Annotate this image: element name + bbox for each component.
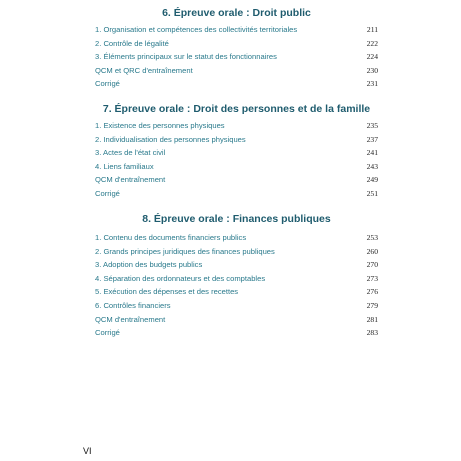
toc-section-finances-publiques — [95, 213, 378, 342]
entry-label: 1. Existence des personnes physiques — [95, 121, 225, 130]
entry-label: 3. Éléments principaux sur le statut des fonctionnaires — [95, 52, 277, 62]
toc-entry[interactable] — [95, 233, 378, 247]
entry-page: 237 — [366, 134, 378, 144]
entry-page: 281 — [366, 314, 378, 324]
toc-entry[interactable] — [95, 247, 378, 261]
toc-entry[interactable] — [95, 52, 378, 66]
entry-label: 1. Contenu des documents financiers publics — [95, 233, 247, 242]
entry-page: 211 — [366, 25, 378, 34]
toc-entry[interactable] — [95, 25, 378, 39]
toc-entry[interactable] — [95, 135, 378, 149]
entry-label: QCM d'entraînement — [95, 314, 166, 324]
entry-page: 235 — [366, 121, 378, 130]
toc-entry[interactable] — [95, 121, 378, 135]
entry-label: 2. Grands principes juridiques des finances publiques — [95, 246, 275, 256]
entry-page: 253 — [366, 233, 378, 242]
toc-entry[interactable] — [95, 301, 378, 315]
entry-label: 3. Adoption des budgets publics — [95, 260, 203, 270]
entry-label: QCM et QRC d'entraînement — [95, 65, 193, 75]
toc-entry[interactable] — [95, 287, 378, 301]
entry-label: Corrigé — [95, 328, 120, 338]
page-folio: VI — [83, 446, 92, 456]
toc-entry[interactable] — [95, 315, 378, 329]
toc-entry[interactable] — [95, 79, 378, 93]
toc-entry[interactable] — [95, 148, 378, 162]
entry-page: 249 — [366, 175, 378, 185]
entry-page: 283 — [366, 328, 378, 338]
entry-page: 276 — [366, 287, 378, 297]
entry-label: 4. Séparation des ordonnateurs et des comptables — [95, 273, 266, 283]
entry-page: 224 — [366, 52, 378, 62]
toc-entry[interactable] — [95, 189, 378, 203]
section-title: 6. Épreuve orale : Droit public — [162, 7, 311, 19]
toc-entry[interactable] — [95, 39, 378, 53]
toc-section-droit-personnes — [95, 103, 378, 203]
toc-entry[interactable] — [95, 274, 378, 288]
entry-page: 273 — [366, 273, 378, 283]
entry-label: 6. Contrôles financiers — [95, 300, 171, 310]
entry-page: 241 — [366, 148, 378, 158]
entry-label: Corrigé — [95, 79, 120, 89]
toc-entry[interactable] — [95, 162, 378, 176]
entry-page: 222 — [366, 38, 378, 48]
toc-entry[interactable] — [95, 260, 378, 274]
entry-page: 260 — [366, 246, 378, 256]
entry-page: 270 — [366, 260, 378, 270]
toc-entry[interactable] — [95, 175, 378, 189]
entry-label: 2. Individualisation des personnes physiques — [95, 134, 246, 144]
section-title: 7. Épreuve orale : Droit des personnes et de la famille — [102, 103, 371, 115]
entry-label: 3. Actes de l'état civil — [95, 148, 166, 158]
section-title: 8. Épreuve orale : Finances publiques — [142, 213, 331, 225]
toc-entry[interactable] — [95, 328, 378, 342]
entry-label: QCM d'entraînement — [95, 175, 166, 185]
toc-entry[interactable] — [95, 66, 378, 80]
entry-label: 4. Liens familiaux — [95, 161, 154, 171]
toc-section-droit-public — [95, 7, 378, 93]
entry-page: 231 — [366, 79, 378, 89]
entry-page: 243 — [366, 161, 378, 171]
entry-label: 5. Exécution des dépenses et des recettes — [95, 287, 239, 297]
entry-page: 230 — [366, 65, 378, 75]
entry-label: 2. Contrôle de légalité — [95, 38, 169, 48]
entry-page: 279 — [366, 300, 378, 310]
entry-page: 251 — [366, 188, 378, 198]
entry-label: 1. Organisation et compétences des collectivités territoriales — [95, 25, 298, 34]
entry-label: Corrigé — [95, 188, 120, 198]
